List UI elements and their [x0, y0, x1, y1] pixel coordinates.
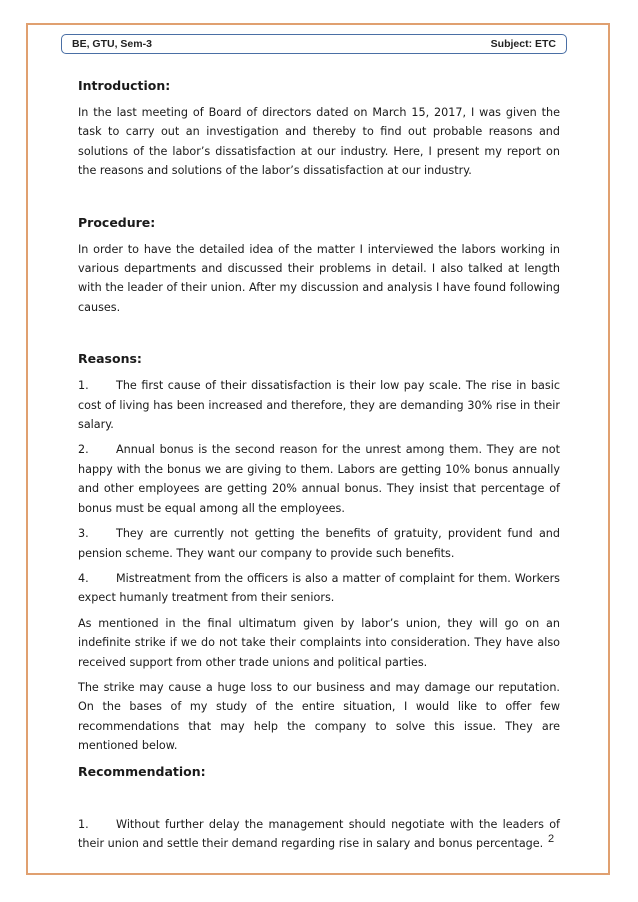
page-header: [61, 34, 567, 54]
header-subject: Subject: ETC: [490, 38, 556, 50]
document-body: [78, 78, 560, 853]
reason-item: [78, 440, 560, 518]
page-number: 2: [548, 833, 555, 845]
reason-number: 4.: [78, 571, 89, 585]
reason-text: Mistreatment from the officers is also a matter of complaint for them. Workers expect humanly treatment from their seniors.: [78, 571, 560, 605]
recommendation-text: Without further delay the management should negotiate with the leaders of their union and settle their demand regarding rise in salary and bonus percentage.: [78, 817, 560, 850]
recommendation-number: 1.: [78, 817, 89, 831]
recommendation-heading: Recommendation:: [78, 763, 206, 779]
ultimatum-paragraph: As mentioned in the final ultimatum given by labor’s union, they will go on an indefinite strike if we do not take their complaints into consideration. They have also received support from other trade unions and political parties.: [78, 616, 560, 669]
header-course: BE, GTU, Sem-3: [72, 38, 152, 50]
procedure-heading: Procedure:: [78, 214, 156, 230]
reasons-heading: Reasons:: [78, 351, 142, 367]
reason-text: The first cause of their dissatisfaction is their low pay scale. The rise in basic cost of living has been increased and therefore, they are demanding 30% rise in their salary.: [78, 379, 560, 432]
reason-item: [78, 524, 560, 563]
reason-text: They are currently not getting the benefits of gratuity, provident fund and pension scheme. They want our company to provide such benefits.: [78, 527, 560, 560]
reason-number: 3.: [78, 527, 89, 541]
procedure-paragraph: In order to have the detailed idea of the matter I interviewed the labors working in various departments and discussed their problems in detail. I also talked at length with the leader of their union. After my discussion and analysis I have found following causes.: [78, 242, 560, 314]
reason-item: [78, 569, 560, 608]
recommendation-item: [78, 815, 560, 854]
strike-paragraph: The strike may cause a huge loss to our business and may damage our reputation. On the bases of my study of the entire situation, I would like to offer few recommendations that may help the company to solve this issue. They are mentioned below.: [78, 680, 560, 753]
reason-number: 1.: [78, 379, 89, 393]
reason-number: 2.: [78, 443, 89, 457]
introduction-paragraph: In the last meeting of Board of directors dated on March 15, 2017, I was given the task to carry out an investigation and thereby to find out probable reasons and solutions of the labor’s dissatisfaction at our industry. Here, I present my report on the reasons and solutions of the labor’s dissatisfaction at our industry.: [78, 106, 560, 178]
reason-text: Annual bonus is the second reason for the unrest among them. They are not happy with the bonus we are giving to them. Labors are getting 10% bonus annually and other employees are getting 20% annual bonus. They insist that percentage of bonus must be equal among all the employees.: [78, 443, 560, 515]
introduction-heading: Introduction:: [78, 78, 171, 93]
reason-item: [78, 376, 560, 434]
